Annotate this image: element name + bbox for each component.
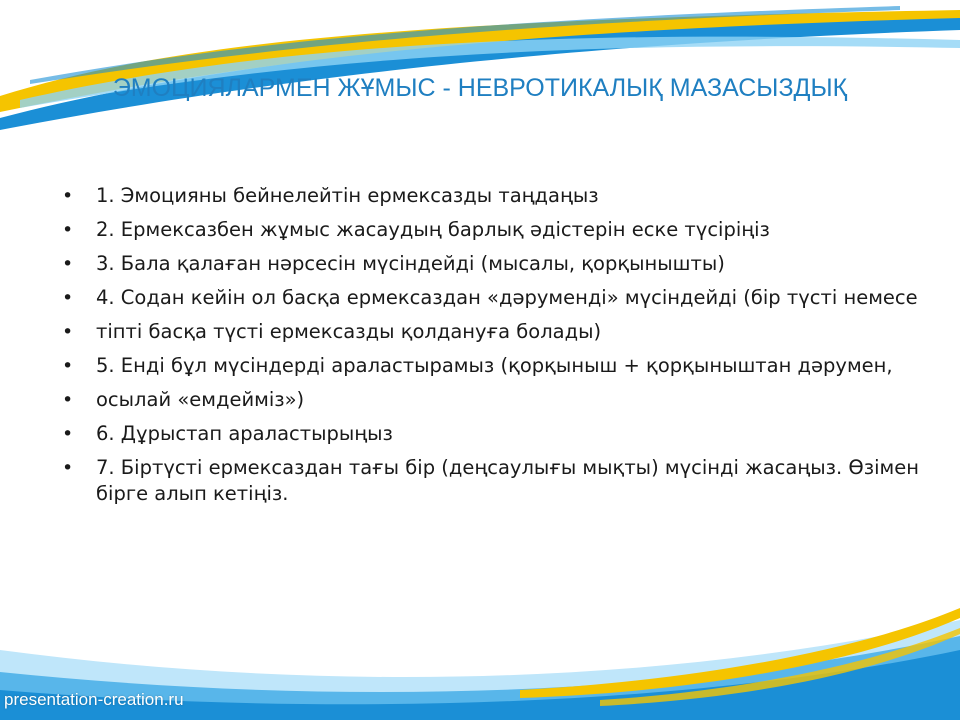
list-item [62,455,922,507]
list-item [62,353,922,379]
list-item [62,285,922,311]
list-item-text: 4. Содан кейін ол басқа ермексаздан «дәруменді» мүсіндейді (бір түсті немесе [96,286,918,309]
list-item [62,251,922,277]
list-item-text: осылай «емдейміз») [96,388,305,411]
bullet-dot: • [62,287,74,309]
list-item [62,183,922,209]
list-item-text: 5. Енді бұл мүсіндерді араластырамыз (қорқыныш + қорқыныштан дәрумен, [96,354,893,377]
bullet-dot: • [62,355,74,377]
footer-watermark: presentation-creation.ru [4,690,184,709]
bullet-list [62,183,922,515]
list-item-text: 6. Дұрыстап араластырыңыз [96,422,393,445]
list-item [62,319,922,345]
list-item-text: 2. Ермексазбен жұмыс жасаудың барлық әдістерін еске түсіріңіз [96,218,770,241]
list-item-text: 1. Эмоцияны бейнелейтін ермексазды таңдаңыз [96,184,599,207]
list-item-text: 3. Бала қалаған нәрсесін мүсіндейді (мысалы, қорқынышты) [96,252,725,275]
bullet-dot: • [62,423,74,445]
bullet-dot: • [62,389,74,411]
bullet-dot: • [62,457,74,479]
list-item [62,217,922,243]
list-item [62,421,922,447]
bullet-dot: • [62,253,74,275]
list-item-text: тіпті басқа түсті ермексазды қолдануға болады) [96,320,602,343]
list-item-text: 7. Біртүсті ермексаздан тағы бір (деңсаулығы мықты) мүсінді жасаңыз. Өзімен бірге алып кетіңіз. [96,456,919,505]
list-item [62,387,922,413]
bullet-dot: • [62,185,74,207]
slide-title: ЭМОЦИЯЛАРМЕН ЖҰМЫС - НЕВРОТИКАЛЫҚ МАЗАСЫЗДЫҚ [112,74,848,102]
bullet-dot: • [62,321,74,343]
bullet-dot: • [62,219,74,241]
